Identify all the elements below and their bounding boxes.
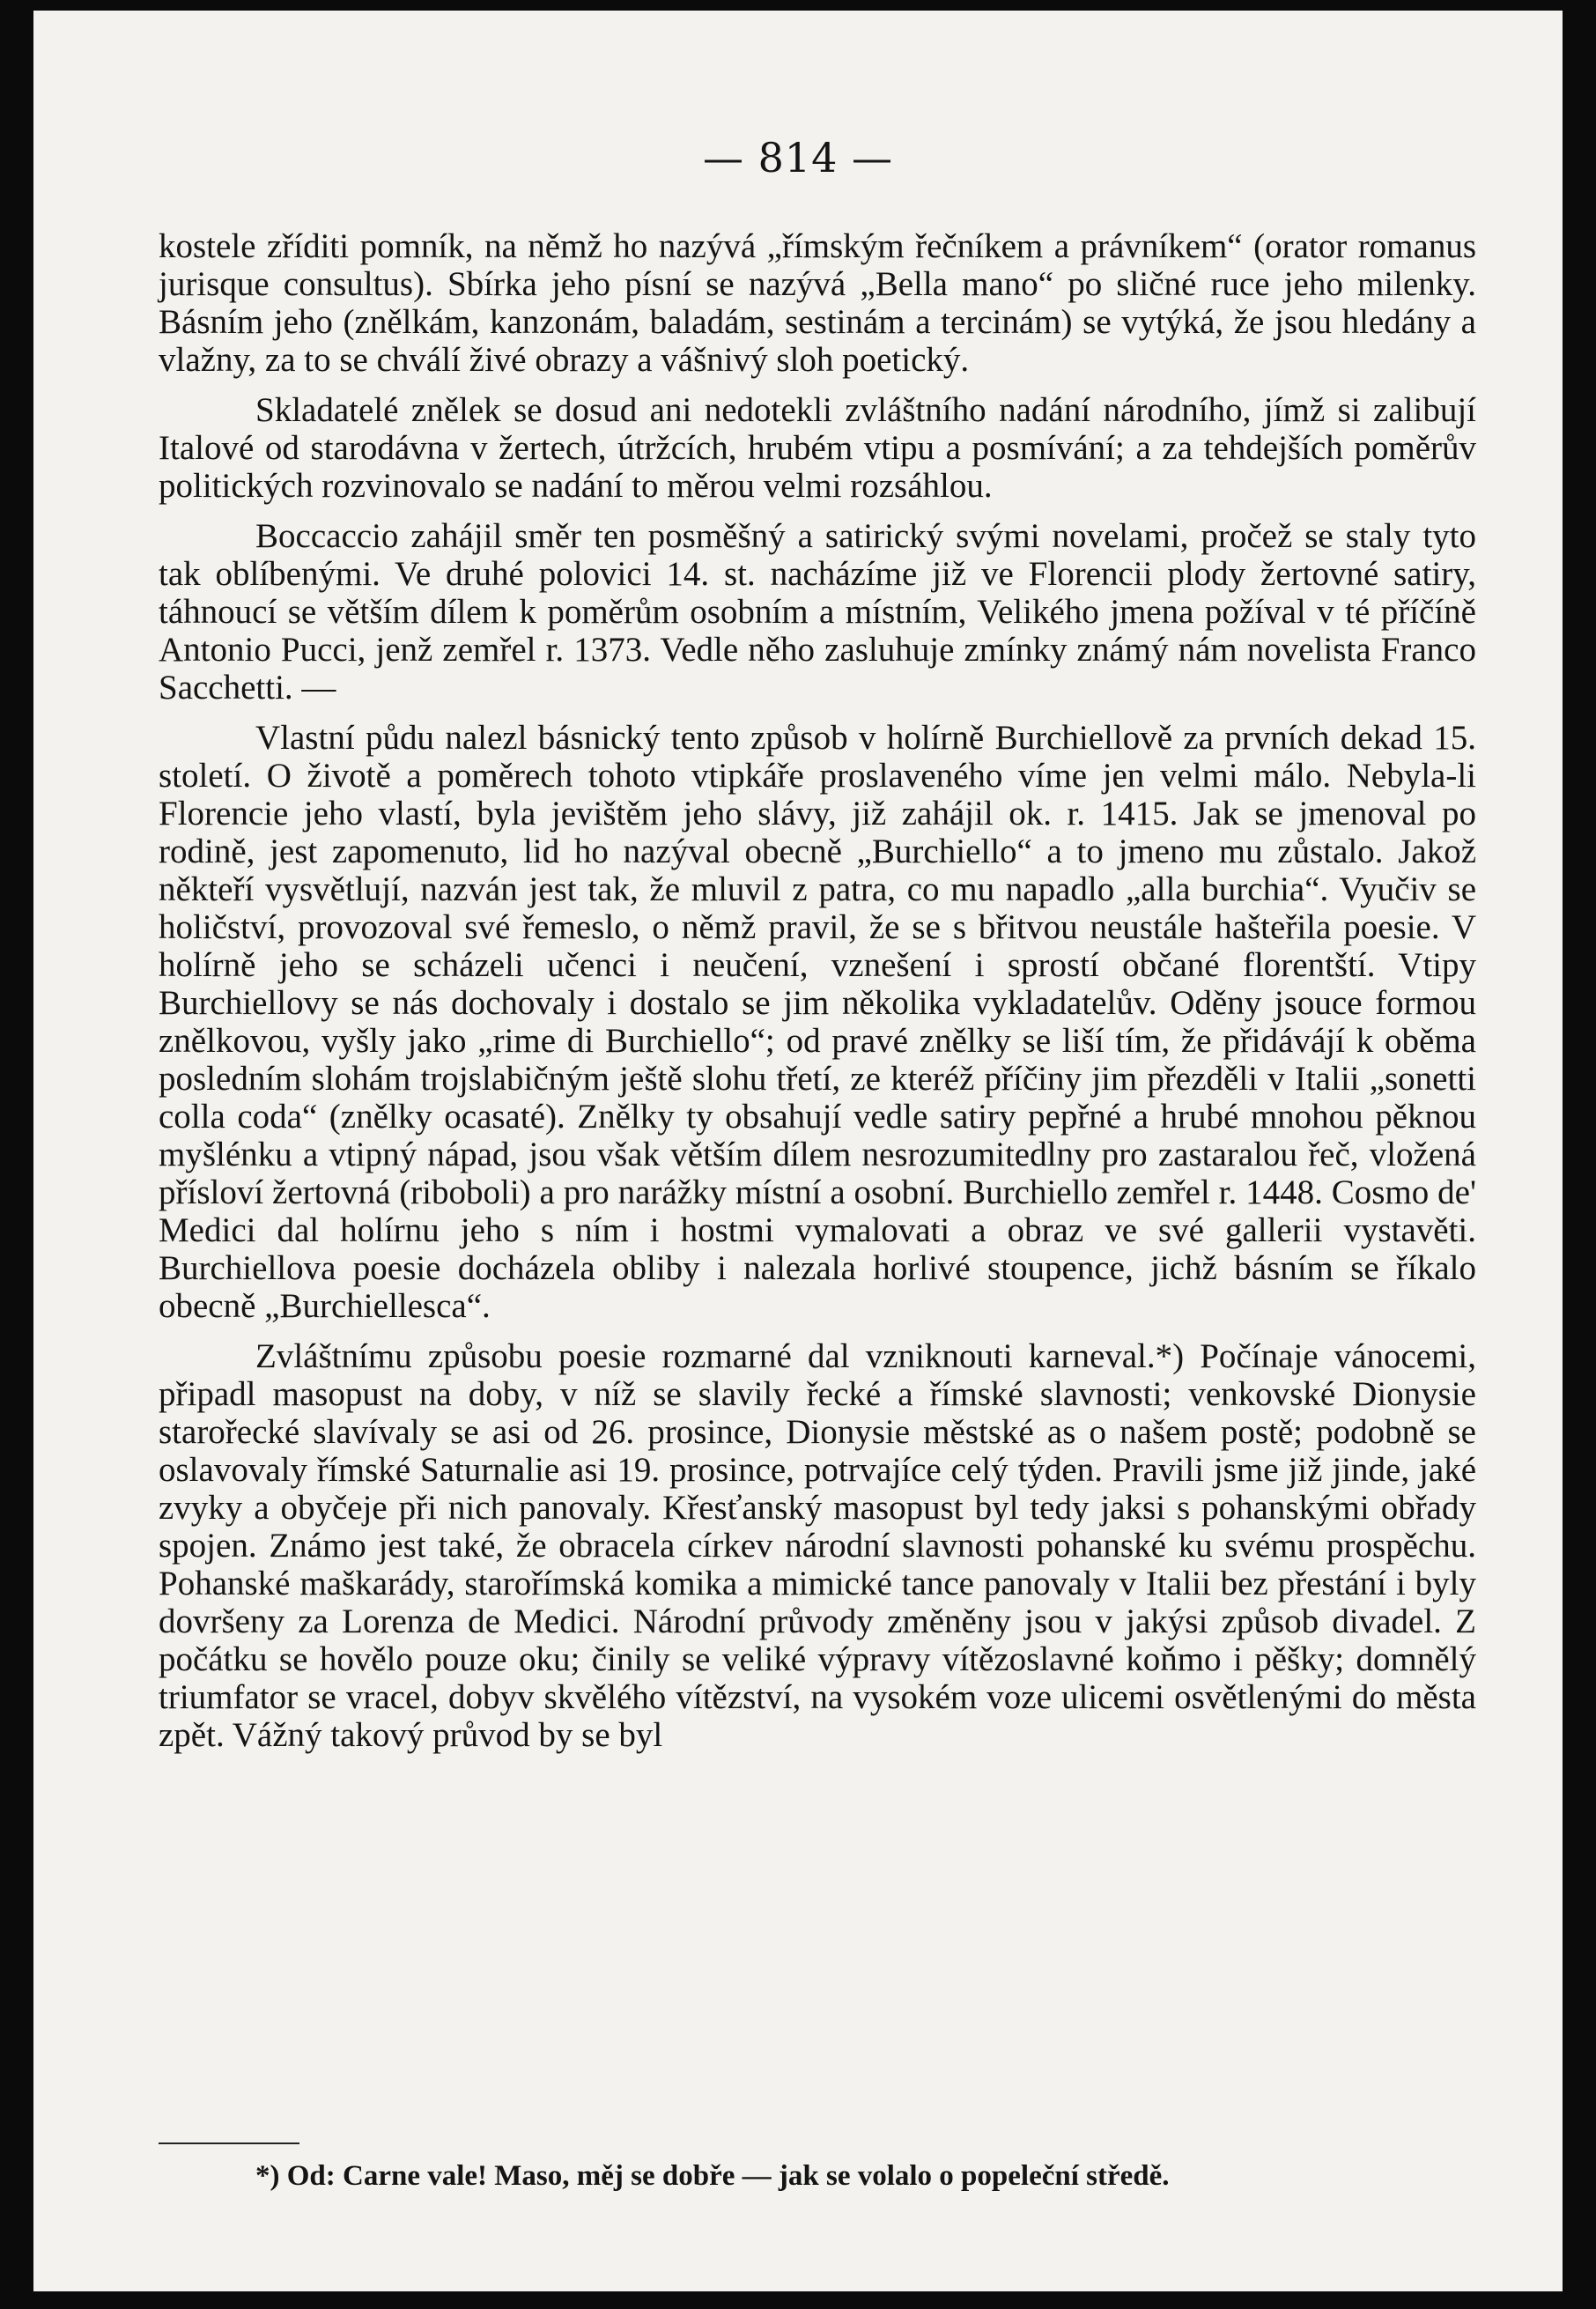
paragraph-3: Boccaccio zahájil směr ten posměšný a satirický svými novelami, pročež se staly tyto tak oblíbenými. Ve druhé polovici 14. st. nacházíme již ve Florencii plody žertovné satiry, táhnoucí se větším dílem k poměrům osobním a místním, Velikého jmena požíval v té příčíně Antonio Pucci, jenž zemřel r. 1373. Vedle něho zasluhuje zmínky známý nám novelista Franco Sacchetti. — [159,517,1476,707]
book-page [33,11,1563,2291]
paragraph-4: Vlastní půdu nalezl básnický tento způsob v holírně Burchiellově za prvních dekad 15. století. O životě a poměrech tohoto vtipkáře proslaveného víme jen velmi málo. Nebyla-li Florencie jeho vlastí, byla jevištěm jeho slávy, již zahájil ok. r. 1415. Jak se jmenoval po rodině, jest zapomenuto, lid ho nazýval obecně „Burchiello“ a to jmeno mu zůstalo. Jakož někteří vysvětlují, nazván jest tak, že mluvil z patra, co mu napadlo „alla burchia“. Vyučiv se holičství, provozoval své řemeslo, o němž pravil, že se s břitvou neustále hašteřila poesie. V holírně jeho se scházeli učenci i neučení, vznešení i sprostí občané florentští. Vtipy Burchiellovy se nás dochovaly i dostalo se jim několika vykladatelův. Oděny jsouce formou znělkovou, vyšly jako „rime di Burchiello“; od pravé znělky se liší tím, že přidávájí k oběma posledním slohám trojslabičným ještě slohu třetí, ze kteréž příčiny jim přezděli v Italii „sonetti colla coda“ (znělky ocasaté). Znělky ty obsahují vedle satiry pepřné a hrubé mnohou pěknou myšlénku a vtipný nápad, jsou však větším dílem nesrozumitedlny pro zastaralou řeč, vložená přísloví žertovná (riboboli) a pro narážky místní a osobní. Burchiello zemřel r. 1448. Cosmo de' Medici dal holírnu jeho s ním i hostmi vymalovati a obraz ve své gallerii vystavěti. Burchiellova poesie docházela obliby i nalezala horlivé stoupence, jichž básním se říkalo obecně „Burchiellesca“. [159,719,1476,1325]
paragraph-5: Zvláštnímu způsobu poesie rozmarné dal vzniknouti karneval.*) Počínaje vánocemi, připadl masopust na doby, v níž se slavily řecké a římské slavnosti; venkovské Dionysie starořecké slavívaly se asi od 26. prosince, Dionysie městské as o našem postě; podobně se oslavovaly římské Saturnalie asi 19. prosince, potrvajíce celý týden. Pravili jsme již jinde, jaké zvyky a obyčeje při nich panovaly. Křesťanský masopust byl tedy jaksi s pohanskými obřady spojen. Známo jest také, že obracela církev národní slavnosti pohanské ku svému prospěchu. Pohanské maškarády, starořímská komika a mimické tance panovaly v Italii bez přestání i byly dovršeny za Lorenza de Medici. Národní průvody změněny jsou v jakýsi způsob divadel. Z počátku se hovělo pouze oku; činily se veliké výpravy vítězoslavné koňmo i pěšky; domnělý triumfator se vracel, dobyv skvělého vítězství, na vysokém voze ulicemi osvětlenými do města zpět. Vážný takový průvod by se byl [159,1337,1476,1754]
footnote-divider [159,2142,299,2144]
page-number: — 814 — [702,134,894,181]
paragraph-1: kostele zříditi pomník, na němž ho nazývá „římským řečníkem a právníkem“ (orator romanus jurisque consultus). Sbírka jeho písní se nazývá „Bella mano“ po sličné ruce jeho milenky. Básním jeho (znělkám, kanzonám, baladám, sestinám a tercinám) se vytýká, že jsou hledány a vlažny, za to se chválí živé obrazy a vášnivý sloh poetický. [159,227,1476,379]
footnote: *) Od: Carne vale! Maso, měj se dobře — jak se volalo o popeleční středě. [255,2160,1170,2192]
body-text [159,227,1476,1766]
paragraph-2: Skladatelé znělek se dosud ani nedotekli zvláštního nadání národního, jímž si zalibují Italové od starodávna v žertech, útržcích, hrubém vtipu a posmívání; a za tehdejších poměrův politických rozvinovalo se nadání to měrou velmi rozsáhlou. [159,391,1476,505]
